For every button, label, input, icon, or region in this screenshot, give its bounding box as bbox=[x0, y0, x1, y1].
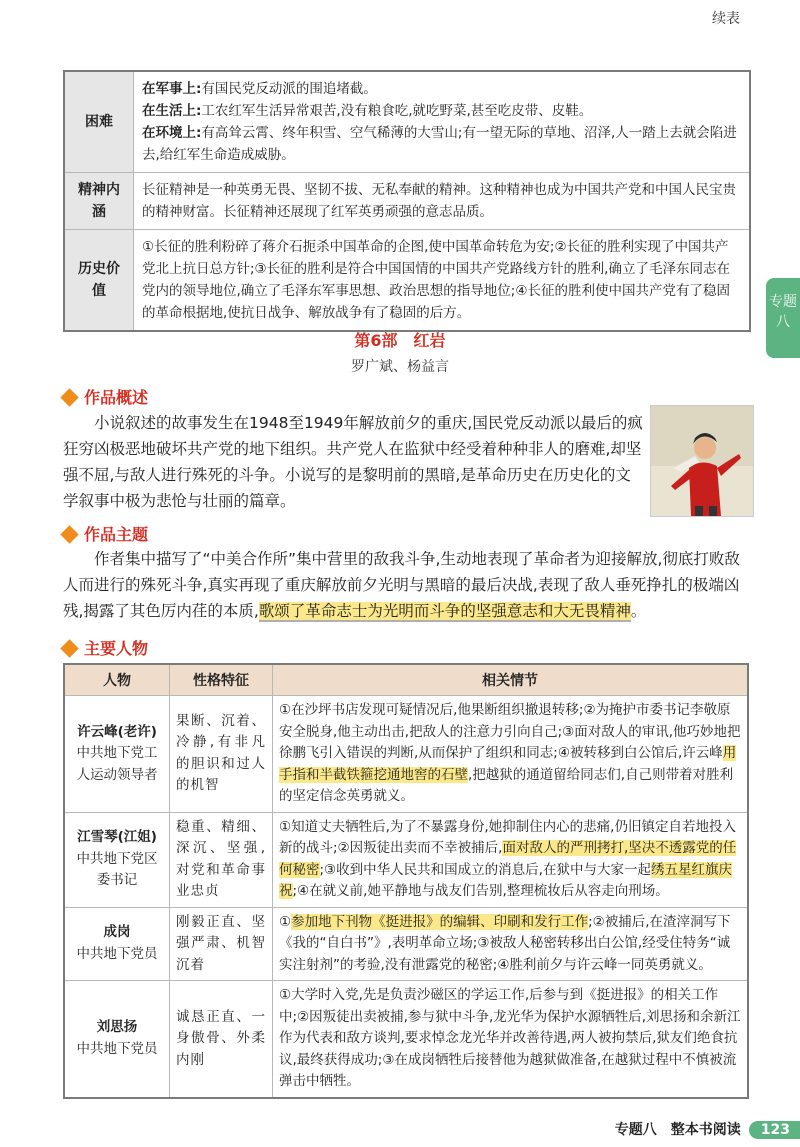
table-row bbox=[64, 71, 750, 173]
table-row bbox=[64, 812, 748, 907]
overview-heading-text: 作品概述 bbox=[84, 388, 149, 407]
table-row bbox=[64, 230, 750, 332]
row-label: 精神内涵 bbox=[64, 173, 134, 230]
character-illustration bbox=[650, 405, 754, 517]
characters-heading-text: 主要人物 bbox=[84, 639, 149, 658]
difficulty-line bbox=[142, 100, 741, 122]
value-cell: ①长征的胜利粉碎了蒋介石扼杀中国革命的企图,使中国革命转危为安;②长征的胜利实现了中国共产党北上抗日总方针;③长征的胜利是符合中国国情的中国共产党路线方针的胜利,确立了毛泽东同志在党内的领导地位,确立了毛泽东军事思想、政治思想的指导地位;④长征的胜利使中国共产党有了稳固的革命根据地,使抗日战争、解放战争有了稳固的后方。 bbox=[134, 230, 751, 332]
person-role: 中共地下党员 bbox=[76, 945, 158, 962]
theme-heading bbox=[63, 522, 148, 545]
theme-heading-text: 作品主题 bbox=[84, 525, 149, 544]
plot-highlight: 用手指和半截铁箍挖通地窖的石壁 bbox=[279, 745, 737, 783]
table-row bbox=[64, 173, 750, 230]
plot-text: ① bbox=[279, 913, 292, 930]
line-text: 有国民党反动派的围追堵截。 bbox=[201, 81, 377, 97]
plot-text: ;③收到中华人民共和国成立的消息后,在狱中与大家一起 bbox=[319, 861, 651, 878]
table-row bbox=[64, 696, 748, 813]
line-label: 在生活上: bbox=[142, 103, 202, 119]
long-march-table bbox=[63, 70, 751, 332]
person-cell bbox=[64, 981, 170, 1098]
line-label: 在军事上: bbox=[142, 81, 202, 97]
plot-highlight: 参加地下刊物《挺进报》的编辑、印刷和发行工作 bbox=[291, 913, 589, 930]
theme-highlight: 歌颂了革命志士为光明而斗争的坚强意志和大无畏精神 bbox=[258, 602, 631, 620]
trait-cell: 稳重、精细、深沉、坚强,对党和革命事业忠贞 bbox=[170, 812, 273, 907]
overview-text: 小说叙述的故事发生在1948至1949年解放前夕的重庆,国民党反动派以最后的疯狂穷凶极恶地破坏共产党的地下组织。共产党人在监狱中经受着种种非人的磨难,却坚强不屈,与敌人进行殊死的斗争。小说写的是黎明前的黑暗,是革命历史在历史化的文学叙事中极为悲怆与壮丽的篇章。 bbox=[63, 414, 643, 510]
line-text: 有高耸云霄、终年积雪、空气稀薄的大雪山;有一望无际的草地、沼泽,人一踏上去就会陷进去,给红军生命造成威胁。 bbox=[142, 125, 737, 163]
person-role: 中共地下党员 bbox=[76, 1040, 158, 1057]
plot-highlight: 面对敌人的严刑拷打,坚决不透露党的任何秘密 bbox=[279, 840, 737, 878]
table-row bbox=[64, 907, 748, 981]
person-cell bbox=[64, 907, 170, 981]
trait-cell: 果断、沉着、冷静,有非凡的胆识和过人的机智 bbox=[170, 696, 273, 813]
section-title: 第6部 红岩 bbox=[354, 331, 446, 350]
diamond-bullet-icon bbox=[60, 525, 78, 543]
characters-heading bbox=[63, 636, 148, 659]
difficulty-line bbox=[142, 78, 741, 100]
diamond-bullet-icon bbox=[60, 639, 78, 657]
continued-label: 续表 bbox=[712, 11, 740, 27]
theme-end: 。 bbox=[630, 602, 647, 620]
plot-cell: ①大学时入党,先是负责沙磁区的学运工作,后参与到《挺进报》的相关工作中;②因叛徒出卖被捕,参与狱中斗争,龙光华为保护水源牺牲后,刘思扬和余新江作为代表和敌方谈判,要求悼念龙光华并改善待遇,两人被拘禁后,狱友们绝食抗议,最终获得成功;③在成岗牺牲后接替他为越狱做准备,在越狱过程中不慎被流弹击中牺牲。 bbox=[273, 981, 749, 1098]
person-name: 成岗 bbox=[103, 924, 131, 941]
person-role: 中共地下党区委书记 bbox=[76, 850, 158, 889]
plot-text: ,把越狱的通道留给同志们,自己则带着对胜利的坚定信念英勇就义。 bbox=[279, 766, 734, 804]
line-text: 工农红军生活异常艰苦,没有粮食吃,就吃野菜,甚至吃皮带、皮鞋。 bbox=[201, 103, 593, 119]
theme-body: 作者集中描写了“中美合作所”集中营里的敌我斗争,生动地表现了革命者为迎接解放,彻底打败敌人而进行的殊死斗争,真实再现了重庆解放前夕光明与黑暗的最后决战,表现了敌人垂死挣扎的极端凶残,揭露了其色厉内荏的本质, bbox=[63, 550, 740, 620]
trait-cell: 刚毅正直、坚强严肃、机智沉着 bbox=[170, 907, 273, 981]
characters-table bbox=[63, 663, 749, 1099]
person-cell bbox=[64, 696, 170, 813]
trait-cell: 诚恳正直、一身傲骨、外柔内刚 bbox=[170, 981, 273, 1098]
row-label: 历史价值 bbox=[64, 230, 134, 332]
person-cell bbox=[64, 812, 170, 907]
person-role: 中共地下党工人运动领导者 bbox=[76, 745, 158, 783]
column-header: 性格特征 bbox=[170, 664, 273, 696]
table-header-row bbox=[64, 664, 748, 696]
plot-text: ①在沙坪书店发现可疑情况后,他果断组织撤退转移;②为掩护市委书记李敬原安全脱身,他主动出击,把敌人的注意力引向自己;③面对敌人的审讯,他巧妙地把徐鹏飞引入错误的判断,从而保护了组织和同志;④被转移到白公馆后,许云峰 bbox=[279, 702, 741, 761]
plot-cell bbox=[273, 907, 749, 981]
overview-heading bbox=[63, 385, 148, 408]
diamond-bullet-icon bbox=[60, 388, 78, 406]
person-name: 许云峰(老许) bbox=[77, 723, 157, 740]
plot-cell bbox=[273, 696, 749, 813]
line-label: 在环境上: bbox=[142, 125, 202, 141]
theme-text bbox=[63, 546, 753, 624]
plot-cell bbox=[273, 812, 749, 907]
topic-side-tab: 专题八 bbox=[766, 278, 800, 358]
table-row bbox=[64, 981, 748, 1098]
difficulty-line bbox=[142, 122, 741, 166]
page-footer bbox=[615, 1119, 800, 1139]
spirit-cell: 长征精神是一种英勇无畏、坚韧不拔、无私奉献的精神。这种精神也成为中国共产党和中国人民宝贵的精神财富。长征精神还展现了红军英勇顽强的意志品质。 bbox=[134, 173, 751, 230]
column-header: 人物 bbox=[64, 664, 170, 696]
footer-text: 专题八 整本书阅读 bbox=[614, 1122, 741, 1138]
plot-text: ①知道丈夫牺牲后,为了不暴露身份,她抑制住内心的悲痛,仍旧镇定自若地投入新的战斗;②因叛徒出卖而不幸被捕后, bbox=[279, 818, 736, 856]
column-header: 相关情节 bbox=[273, 664, 749, 696]
plot-text: ;④在就义前,她平静地与战友们告别,整理梳妆后从容走向刑场。 bbox=[292, 883, 669, 899]
plot-text: ;②被捕后,在渣滓洞写下《我的“自白书”》,表明革命立场;③被敌人秘密转移出白公馆,经受住特务“诚实注射剂”的考验,没有泄露党的秘密;④胜利前夕与许云峰一同英勇就义。 bbox=[279, 913, 731, 973]
difficulty-cell bbox=[134, 71, 751, 173]
person-name: 江雪琴(江姐) bbox=[77, 829, 157, 846]
row-label: 困难 bbox=[64, 71, 134, 173]
plot-highlight: 绣五星红旗庆祝 bbox=[279, 861, 732, 899]
section-authors: 罗广斌、杨益言 bbox=[351, 359, 449, 375]
person-name: 刘思扬 bbox=[96, 1019, 138, 1036]
page-number: 123 bbox=[749, 1121, 800, 1139]
